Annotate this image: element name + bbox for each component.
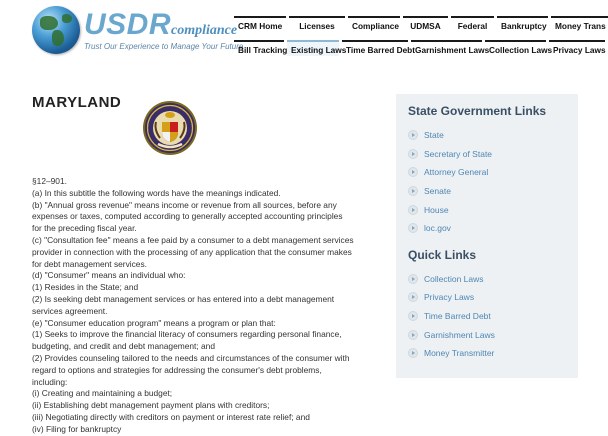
link-label: House	[424, 204, 449, 215]
statute-line: for debt management services.	[32, 258, 147, 269]
statute-line: §12–901.	[32, 176, 67, 186]
statute-line: (1) Resides in the State; and	[32, 282, 139, 293]
brand-name	[84, 8, 237, 42]
link-label: Attorney General	[424, 167, 489, 178]
statute-line: (b) "Annual gross revenue" means income or revenue from all sources, before any	[32, 199, 337, 210]
state-link-state[interactable]	[408, 126, 566, 145]
top-nav-primary	[234, 16, 608, 32]
quick-link-collection-laws[interactable]	[408, 270, 566, 289]
nav-collection-laws[interactable]: Collection Laws	[485, 40, 546, 56]
link-label: Garnishment Laws	[424, 329, 495, 340]
chevron-right-icon	[408, 205, 418, 215]
nav-garnishment-laws[interactable]: Garnishment Laws	[411, 40, 482, 56]
link-label: loc.gov	[424, 223, 451, 234]
chevron-right-icon	[408, 149, 418, 159]
statute-line: expenses or taxes, computed according to generally accepted accounting principles	[32, 211, 343, 222]
nav-bankruptcy[interactable]: Bankruptcy	[497, 16, 548, 32]
usdr-compliance-logo[interactable]	[32, 6, 244, 56]
page-title: MARYLAND	[32, 94, 122, 111]
link-label: Privacy Laws	[424, 292, 475, 303]
link-label: State	[424, 130, 444, 141]
nav-money-trans[interactable]: Money Trans	[551, 16, 608, 32]
nav-federal[interactable]: Federal	[451, 16, 494, 32]
statute-line: (2) Is seeking debt management services or has entered into a debt management	[32, 293, 335, 304]
link-label: Senate	[424, 186, 451, 197]
chevron-right-icon	[408, 223, 418, 233]
chevron-right-icon	[408, 330, 418, 340]
chevron-right-icon	[408, 292, 418, 302]
link-label: Secretary of State	[424, 148, 493, 159]
tagline: Trust Our Experience to Manage Your Future	[84, 42, 244, 51]
statute-line: (a) In this subtitle the following words have the meanings indicated.	[32, 187, 281, 198]
statute-line: (e) "Consumer education program" means a program or plan that:	[32, 317, 276, 328]
nav-privacy-laws[interactable]: Privacy Laws	[549, 40, 605, 56]
quick-link-privacy-laws[interactable]	[408, 288, 566, 307]
statute-line: provider in connection with the processing of any application that the consumer makes	[32, 246, 352, 257]
nav-licenses[interactable]: Licenses	[289, 16, 345, 32]
quick-links-heading: Quick Links	[408, 247, 477, 262]
state-links-list	[408, 126, 566, 238]
statute-line: (c) "Consultation fee" means a fee paid by a consumer to a debt management services	[32, 234, 354, 245]
sidebar	[396, 94, 578, 378]
chevron-right-icon	[408, 274, 418, 284]
state-link-secretary-of-state[interactable]	[408, 145, 566, 164]
chevron-right-icon	[408, 130, 418, 140]
link-label: Time Barred Debt	[424, 311, 491, 322]
statute-line: (d) "Consumer" means an individual who:	[32, 270, 186, 281]
chevron-right-icon	[408, 311, 418, 321]
statute-line: for the preceding fiscal year.	[32, 223, 137, 234]
nav-compliance[interactable]: Compliance	[348, 16, 400, 32]
brand-main-text: USDR	[84, 8, 172, 41]
state-link-senate[interactable]	[408, 182, 566, 201]
brand-sub-text: compliance	[171, 23, 238, 38]
globe-icon	[32, 6, 80, 54]
statute-line: (i) Creating and maintaining a budget;	[32, 388, 173, 399]
nav-crm-home[interactable]: CRM Home	[234, 16, 286, 32]
statute-line: (iii) Negotiating directly with creditors on payment or interest rate relief; and	[32, 411, 310, 422]
maryland-state-seal-icon	[142, 100, 198, 156]
chevron-right-icon	[408, 348, 418, 358]
state-link-loc-gov[interactable]	[408, 219, 566, 238]
statute-line: (1) Seeks to improve the financial literacy of consumers regarding personal finance,	[32, 329, 342, 340]
quick-link-garnishment-laws[interactable]	[408, 325, 566, 344]
statute-line: (ii) Establishing debt management payment plans with creditors;	[32, 400, 270, 411]
quick-links-list	[408, 270, 566, 363]
nav-udmsa[interactable]: UDMSA	[403, 16, 448, 32]
quick-link-time-barred-debt[interactable]	[408, 307, 566, 326]
statute-line: (iv) Filing for bankruptcy	[32, 423, 122, 434]
chevron-right-icon	[408, 186, 418, 196]
statute-text	[32, 176, 360, 436]
quick-link-money-transmitter[interactable]	[408, 344, 566, 363]
state-link-attorney-general[interactable]	[408, 163, 566, 182]
link-label: Collection Laws	[424, 273, 484, 284]
state-government-links-heading: State Government Links	[408, 104, 547, 118]
statute-line: regard to options and strategies for addressing the consumer's debt problems,	[32, 364, 322, 375]
nav-bill-tracking[interactable]: Bill Tracking	[234, 40, 284, 56]
top-nav-secondary	[234, 40, 605, 56]
state-link-house[interactable]	[408, 200, 566, 219]
nav-existing-laws[interactable]: Existing Laws	[287, 40, 339, 56]
statute-line: services agreement.	[32, 305, 108, 316]
chevron-right-icon	[408, 167, 418, 177]
statute-line: budgeting, and credit and debt management; and	[32, 341, 215, 352]
nav-time-barred-debt[interactable]: Time Barred Debt	[342, 40, 408, 56]
statute-line: (2) Provides counseling tailored to the needs and circumstances of the consumer with	[32, 352, 350, 363]
statute-line: including:	[32, 376, 68, 387]
link-label: Money Transmitter	[424, 348, 495, 359]
